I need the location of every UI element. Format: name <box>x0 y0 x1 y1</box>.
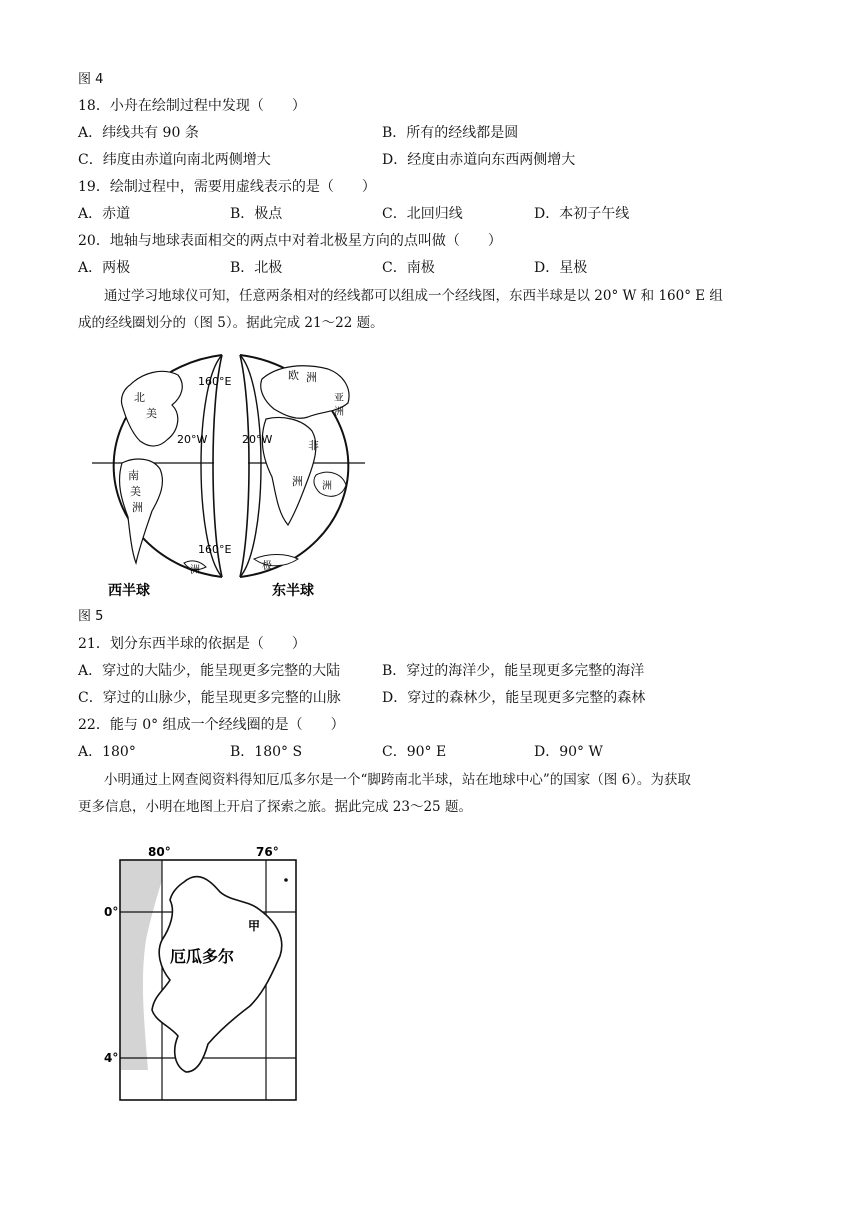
lon-160e-bottom-label: 160°E <box>198 543 232 556</box>
passage-1-line-2: 成的经线圈划分的（图 5）。据此完成 21～22 题。 <box>78 315 384 331</box>
south-america-label-3: 洲 <box>132 501 143 514</box>
question-20-option-c[interactable]: C．南极 <box>382 260 435 276</box>
question-20-option-d[interactable]: D．星极 <box>534 260 588 276</box>
question-22-option-d[interactable]: D．90° W <box>534 744 603 760</box>
figure-6-ecuador-map <box>100 840 310 1102</box>
question-19-option-c[interactable]: C．北回归线 <box>382 206 463 222</box>
passage-2-line-2: 更多信息，小明在地图上开启了探索之旅。据此完成 23～25 题。 <box>78 799 472 815</box>
passage-2-line-1: 小明通过上网查阅资料得知厄瓜多尔是一个“脚跨南北半球，站在地球中心”的国家（图 6）。为获取 <box>104 772 691 788</box>
eastern-hemisphere-label: 东半球 <box>272 583 314 599</box>
question-21-option-b[interactable]: B．穿过的海洋少，能呈现更多完整的海洋 <box>382 663 645 679</box>
north-america-label-1: 北 <box>134 391 145 404</box>
question-20-option-a[interactable]: A．两极 <box>78 260 131 276</box>
asia-label-2: 洲 <box>334 407 344 418</box>
question-19-option-b[interactable]: B．极点 <box>230 206 283 222</box>
question-22-option-b[interactable]: B．180° S <box>230 744 303 760</box>
ecuador-label: 厄瓜多尔 <box>170 947 235 966</box>
antarctica-east-label: 极 <box>262 561 272 572</box>
question-18-stem: 18．小舟在绘制过程中发现（ ） <box>78 98 306 114</box>
lon-20w-right-label: 20°W <box>242 433 273 446</box>
question-19-option-d[interactable]: D．本初子午线 <box>534 206 630 222</box>
africa-label-2: 洲 <box>292 475 303 488</box>
oceania-label: 洲 <box>322 481 332 492</box>
lon-160e-top-label: 160°E <box>198 375 232 388</box>
africa-label-1: 非 <box>308 439 319 452</box>
question-22-option-c[interactable]: C．90° E <box>382 744 447 760</box>
question-18-option-c[interactable]: C．纬度由赤道向南北两侧增大 <box>78 152 271 168</box>
south-america-label-1: 南 <box>128 469 139 482</box>
question-18-option-a[interactable]: A．纬线共有 90 条 <box>78 125 199 141</box>
question-21-option-d[interactable]: D．穿过的森林少，能呈现更多完整的森林 <box>382 690 646 706</box>
question-18-option-d[interactable]: D．经度由赤道向东西两侧增大 <box>382 152 576 168</box>
question-21-stem: 21．划分东西半球的依据是（ ） <box>78 636 306 652</box>
question-20-option-b[interactable]: B．北极 <box>230 260 283 276</box>
antarctica-west-label: 洲 <box>190 565 200 576</box>
north-america-label-2: 美 <box>146 407 157 420</box>
question-20-stem: 20．地轴与地球表面相交的两点中对着北极星方向的点叫做（ ） <box>78 233 502 249</box>
question-19-option-a[interactable]: A．赤道 <box>78 206 131 222</box>
eastern-hemisphere <box>240 355 365 599</box>
question-22-stem: 22．能与 0° 组成一个经线圈的是（ ） <box>78 717 345 733</box>
europe-label-1: 欧 <box>288 369 299 382</box>
question-22-option-a[interactable]: A．180° <box>78 744 136 760</box>
europe-label-2: 洲 <box>306 371 317 384</box>
lat-4-label: 4° <box>104 1051 119 1065</box>
question-18-option-b[interactable]: B．所有的经线都是圆 <box>382 125 519 141</box>
lon-20w-left-label: 20°W <box>177 433 208 446</box>
figure-5-hemispheres-map <box>82 345 392 600</box>
lat-0-label: 0° <box>104 905 119 919</box>
figure-4-caption: 图 4 <box>78 72 104 87</box>
passage-1-line-1: 通过学习地球仪可知，任意两条相对的经线都可以组成一个经线图，东西半球是以 20° W 和 160° E 组 <box>104 288 723 304</box>
figure-5-caption: 图 5 <box>78 609 104 624</box>
asia-label-1: 亚 <box>334 393 344 404</box>
lon-80-label: 80° <box>148 845 171 859</box>
question-19-stem: 19．绘制过程中，需要用虚线表示的是（ ） <box>78 179 376 195</box>
question-21-option-c[interactable]: C．穿过的山脉少，能呈现更多完整的山脉 <box>78 690 341 706</box>
point-jia-label: 甲 <box>248 919 261 933</box>
south-america-label-2: 美 <box>130 485 141 498</box>
western-hemisphere <box>92 355 231 599</box>
question-21-option-a[interactable]: A．穿过的大陆少，能呈现更多完整的大陆 <box>78 663 341 679</box>
lon-76-label: 76° <box>256 845 279 859</box>
western-hemisphere-label: 西半球 <box>108 583 150 599</box>
